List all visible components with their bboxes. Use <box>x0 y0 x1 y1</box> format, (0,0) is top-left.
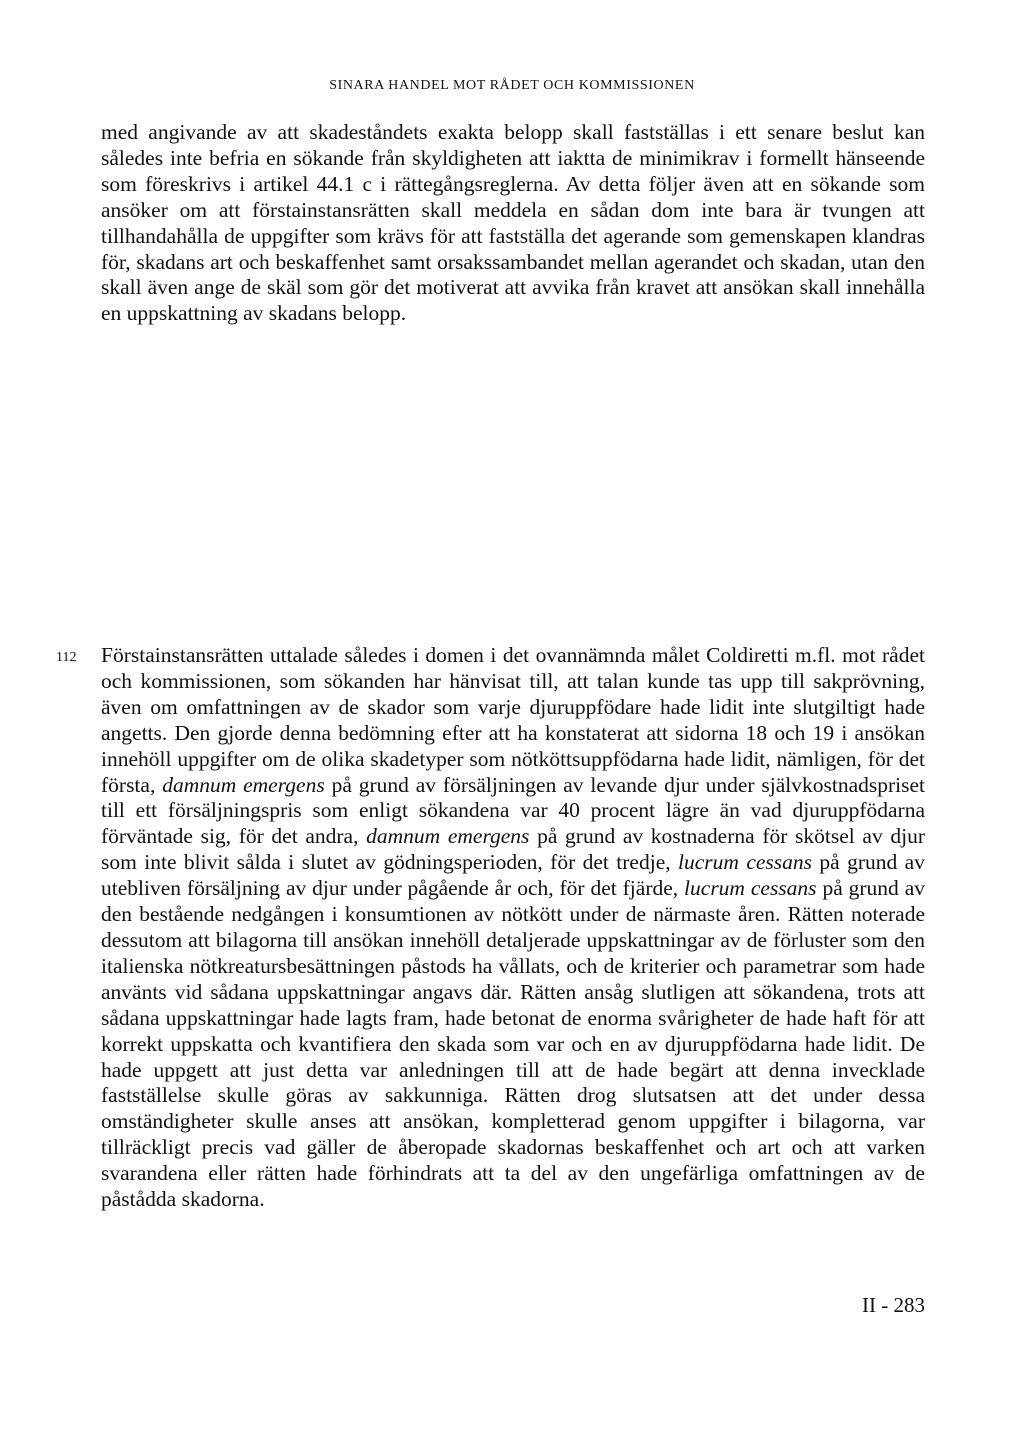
paragraph-number: 112 <box>56 650 77 665</box>
latin-term: lucrum cessans <box>678 850 813 875</box>
paragraph-text-segment: på grund av försäljningen av levande djur under självkostnadspriset till ett försäljningspris som enligt sökandena var 40 procent lägre än vad djuruppfödarna förväntade sig, för det andra, <box>101 772 926 849</box>
paragraph-112 <box>101 643 925 1213</box>
latin-term: lucrum cessans <box>684 876 817 901</box>
latin-term: damnum emergens <box>162 772 325 797</box>
latin-term: damnum emergens <box>366 824 530 849</box>
paragraph-text-segment: på grund av kostnaderna för skötsel av djur som inte blivit sålda i slutet av gödningsperioden, för det tredje, <box>101 824 926 875</box>
paragraph-text-segment: Förstainstansrätten uttalade således i domen i det ovannämnda målet Coldiretti m.fl. mot rådet och kommissionen, som sökanden har hänvisat till, att talan kunde tas upp till sakprövning, även om omfattningen av de skador som varje djuruppfödare hade lidit inte slutgiltigt hade angetts. Den gjorde denna bedömning efter att ha konstaterat att sidorna 18 och 19 i ansökan innehöll uppgifter om de olika skadetyper som nötköttsuppfödarna hade lidit, nämligen, för det första, <box>101 643 925 797</box>
paragraph-text-segment: på grund av utebliven försäljning av djur under pågående år och, för det fjärde, <box>101 850 925 901</box>
paragraph-text-segment: på grund av den bestående nedgången i konsumtionen av nötkött under de närmaste åren. Rätten noterade dessutom att bilagorna till ansökan innehöll detaljerade uppskattningar av de förluster som den italienska nötkreatursbesättningen påstods ha vållats, och de kriterier och parametrar som hade använts vid sådana uppskattningar angavs där. Rätten ansåg slutligen att sökandena, trots att sådana uppskattningar hade lagts fram, hade betonat de enorma svårigheter de hade haft för att korrekt uppskatta och kvantifiera den skada som var och en av djuruppfödarna hade lidit. De hade uppgett att just detta var anledningen till att de hade begärt att denna invecklade fastställelse skulle göras av sakkunniga. Rätten drog slutsatsen att det under dessa omständigheter skulle anses att ansökan, kompletterad genom uppgifter i bilagorna, var tillräckligt precis vad gäller de åberopade skadornas beskaffenhet och art och att varken svarandena eller rätten hade förhindrats att ta del av den ungefärliga omfattningen av de påstådda skadorna. <box>101 876 925 1212</box>
page-number: II - 283 <box>862 1293 925 1317</box>
paragraph-continued: med angivande av att skadeståndets exakta belopp skall fastställas i ett senare beslut kan således inte befria en sökande från skyldigheten att iaktta de minimikrav i formellt hänseende som föreskrivs i artikel 44.1 c i rättegångsreglerna. Av detta följer även att en sökande som ansöker om att förstainstansrätten skall meddela en sådan dom inte bara är tvungen att tillhandahålla de uppgifter som krävs för att fastställa det agerande som gemenskapen klandras för, skadans art och beskaffenhet samt orsakssambandet mellan agerandet och skadan, utan den skall även ange de skäl som gör det motiverat att avvika från kravet att ansökan skall innehålla en uppskattning av skadans belopp. <box>101 120 925 326</box>
running-header: SINARA HANDEL MOT RÅDET OCH KOMMISSIONEN <box>329 78 695 93</box>
